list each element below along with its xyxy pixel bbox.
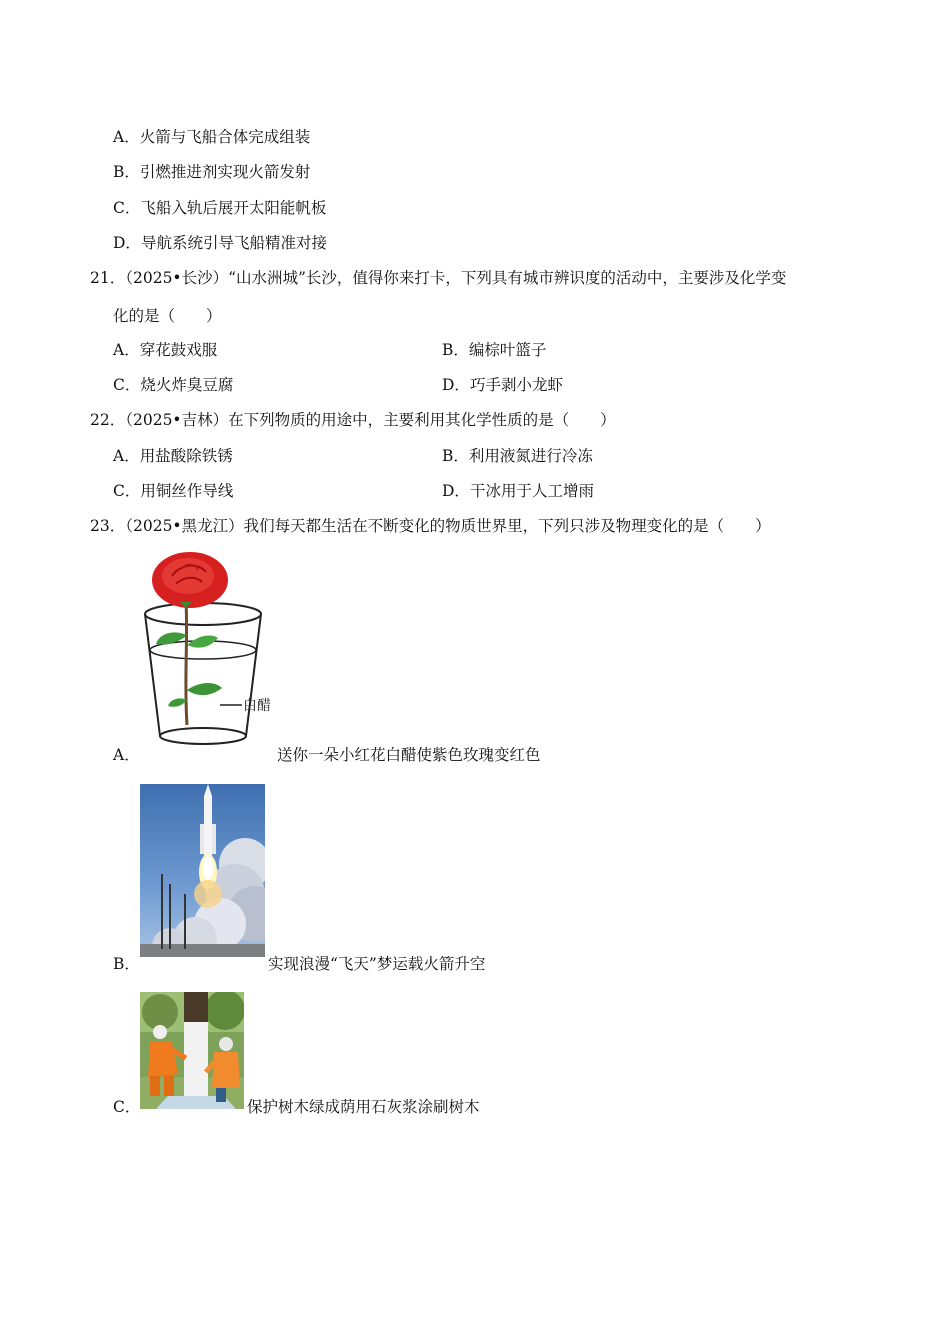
question-21-stem: 21．（2025•长沙）“山水洲城”长沙，值得你来打卡，下列具有城市辨识度的活动中，主要涉及化学变 [90, 269, 787, 287]
q21-option-b: B．编棕叶篮子 [442, 341, 547, 359]
rose-in-vinegar-image [140, 550, 280, 750]
q22-option-b: B．利用液氮进行冷冻 [442, 447, 593, 465]
option-b: B．引燃推进剂实现火箭发射 [113, 163, 311, 181]
question-21-stem-cont: 化的是（ ） [113, 307, 222, 325]
tree-whitewash-image [140, 992, 244, 1109]
option-c: C．飞船入轨后展开太阳能帆板 [113, 199, 327, 217]
q23-option-b-letter: B． [113, 955, 140, 973]
option-a: A．火箭与飞船合体完成组装 [113, 128, 311, 146]
option-d: D．导航系统引导飞船精准对接 [113, 234, 327, 252]
rocket-launch-image [140, 784, 265, 957]
question-23-stem: 23．（2025•黑龙江）我们每天都生活在不断变化的物质世界里，下列只涉及物理变化的是（ ） [90, 517, 771, 535]
q21-option-c: C．烧火炸臭豆腐 [113, 376, 234, 394]
q21-option-d: D．巧手剥小龙虾 [442, 376, 563, 394]
q23-option-c-text: 保护树木绿成荫用石灰浆涂刷树木 [247, 1098, 480, 1116]
question-22-stem: 22．（2025•吉林）在下列物质的用途中，主要利用其化学性质的是（ ） [90, 411, 616, 429]
q21-option-a: A．穿花鼓戏服 [113, 341, 218, 359]
q22-option-c: C．用铜丝作导线 [113, 482, 234, 500]
q22-option-d: D．干冰用于人工增雨 [442, 482, 594, 500]
q23-option-a-text: 送你一朵小红花白醋使紫色玫瑰变红色 [277, 746, 541, 764]
q23-option-b-text: 实现浪漫“飞天”梦运载火箭升空 [268, 955, 486, 973]
q23-option-c-letter: C． [113, 1098, 141, 1116]
q23-option-a-letter: A． [113, 746, 140, 764]
vinegar-label: 白醋 [243, 698, 271, 714]
q22-option-a: A．用盐酸除铁锈 [113, 447, 233, 465]
